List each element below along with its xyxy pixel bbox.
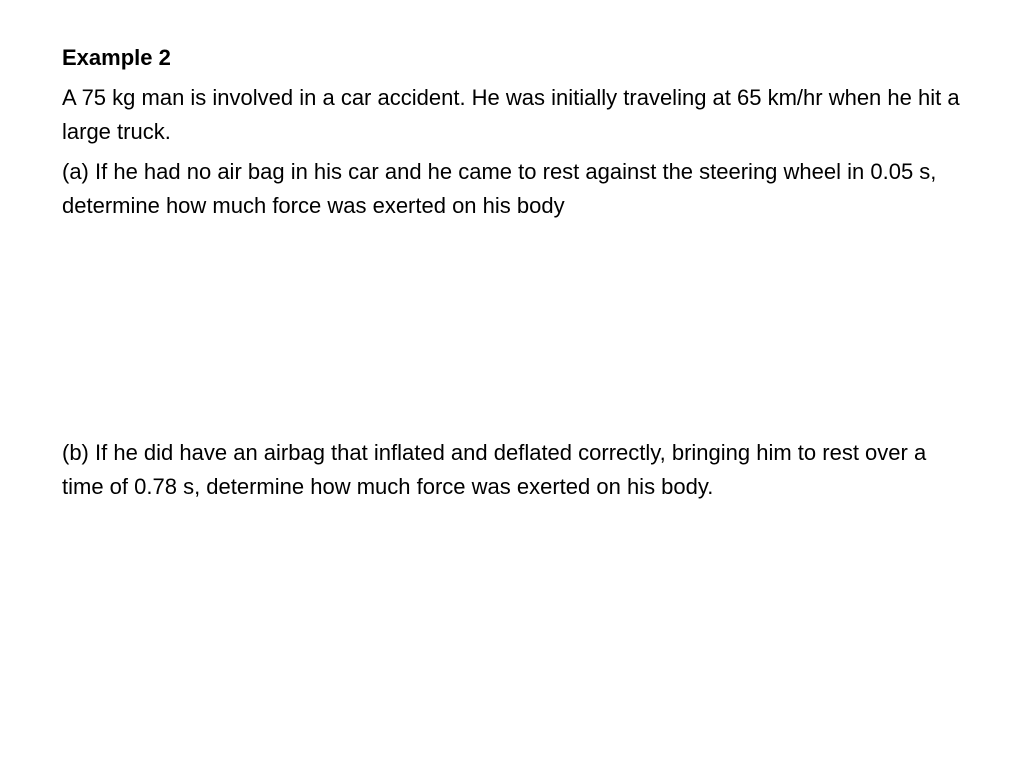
problem-part-b: (b) If he did have an airbag that inflated and deflated correctly, bringing him to rest over a time of 0.78 s, determine how much force was exerted on his body. [62,440,927,499]
problem-part-a: (a) If he had no air bag in his car and he came to rest against the steering wheel in 0.05 s, determine how much force was exerted on his body [62,159,937,218]
example-title: Example 2 [62,45,171,70]
problem-intro: A 75 kg man is involved in a car accident. He was initially traveling at 65 km/hr when he hit a large truck. [62,85,960,144]
